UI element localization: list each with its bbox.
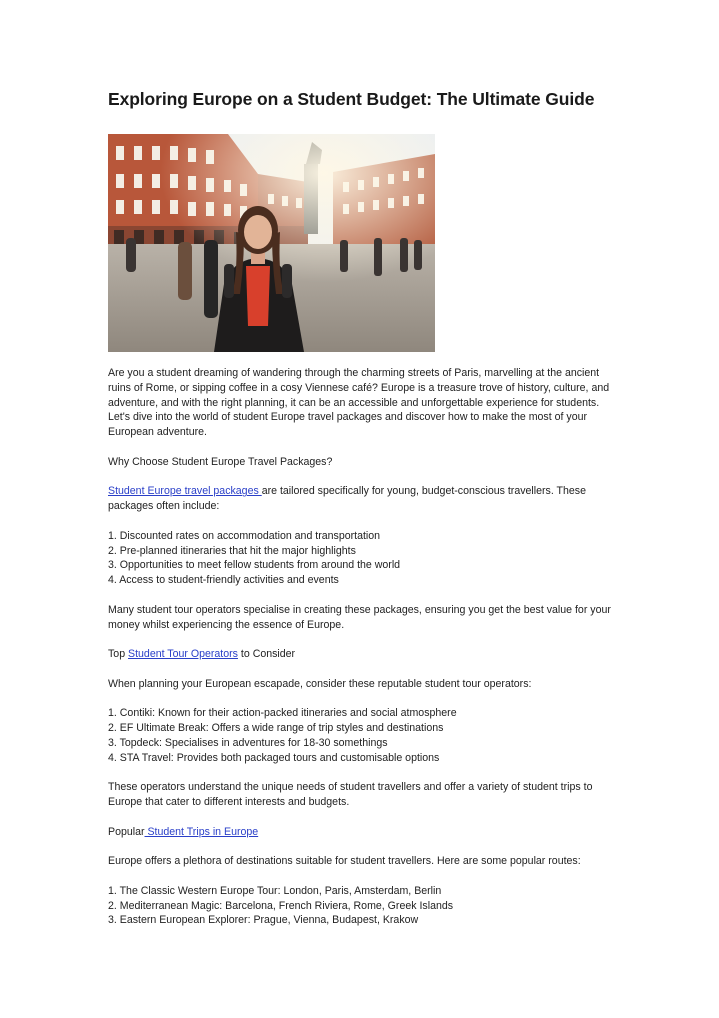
operators-paragraph: Many student tour operators specialise in creating these packages, ensuring you get the best value for your money whilst experiencing the essence of Europe. (108, 603, 611, 631)
list-item: 4. Access to student-friendly activities and events (108, 574, 339, 587)
page-title: Exploring Europe on a Student Budget: The Ultimate Guide (108, 89, 595, 109)
list-item: 2. Pre-planned itineraries that hit the major highlights (108, 544, 356, 557)
student-trips-in-europe-link[interactable]: Student Trips in Europe (144, 825, 259, 838)
intro-paragraph: Are you a student dreaming of wandering through the charming streets of Paris, marvelling at the ancient ruins of Rome, or sipping coffee in a cosy Viennese café? Europe is a treasure trove of history, culture, and adventure, and with the right planning, it can be an accessible and unforgettable experience for students. Let's dive into the world of student Europe travel packages and discover how to make the most of your European adventure. (108, 367, 610, 439)
list-item: 1. The Classic Western Europe Tour: London, Paris, Amsterdam, Berlin (108, 884, 442, 897)
list-item: 4. STA Travel: Provides both packaged tours and customisable options (108, 751, 440, 764)
list-item: 2. EF Ultimate Break: Offers a wide range of trip styles and destinations (108, 722, 444, 735)
package-list (108, 529, 618, 588)
top-heading-suffix: to Consider (237, 648, 296, 661)
popular-heading-prefix: Popular (108, 825, 145, 838)
hero-photo (108, 134, 435, 352)
operator-list (108, 706, 618, 765)
student-tour-operators-link[interactable]: Student Tour Operators (128, 648, 238, 661)
list-item: 3. Topdeck: Specialises in adventures for 18-30 somethings (108, 736, 388, 749)
top-operators-heading (108, 647, 618, 662)
list-item: 2. Mediterranean Magic: Barcelona, French Riviera, Rome, Greek Islands (108, 899, 454, 912)
student-europe-travel-packages-link[interactable]: Student Europe travel packages (108, 485, 262, 498)
popular-trips-heading (108, 825, 618, 840)
list-item: 1. Discounted rates on accommodation and transportation (108, 529, 381, 542)
planning-paragraph: When planning your European escapade, consider these reputable student tour operators: (108, 677, 532, 690)
article-body (108, 366, 618, 943)
list-item: 3. Eastern European Explorer: Prague, Vienna, Budapest, Krakow (108, 914, 419, 927)
route-list (108, 884, 618, 928)
packages-paragraph (108, 484, 618, 514)
destinations-paragraph: Europe offers a plethora of destinations suitable for student travellers. Here are some popular routes: (108, 855, 581, 868)
packages-text: are tailored specifically for young, budget-conscious travellers. These packages often include: (108, 485, 586, 513)
why-heading: Why Choose Student Europe Travel Packages? (108, 455, 333, 468)
list-item: 1. Contiki: Known for their action-packed itineraries and social atmosphere (108, 707, 457, 720)
top-heading-prefix: Top (108, 648, 129, 661)
list-item: 3. Opportunities to meet fellow students from around the world (108, 559, 401, 572)
understand-paragraph: These operators understand the unique needs of student travellers and offer a variety of student trips to Europe that cater to different interests and budgets. (108, 781, 593, 809)
